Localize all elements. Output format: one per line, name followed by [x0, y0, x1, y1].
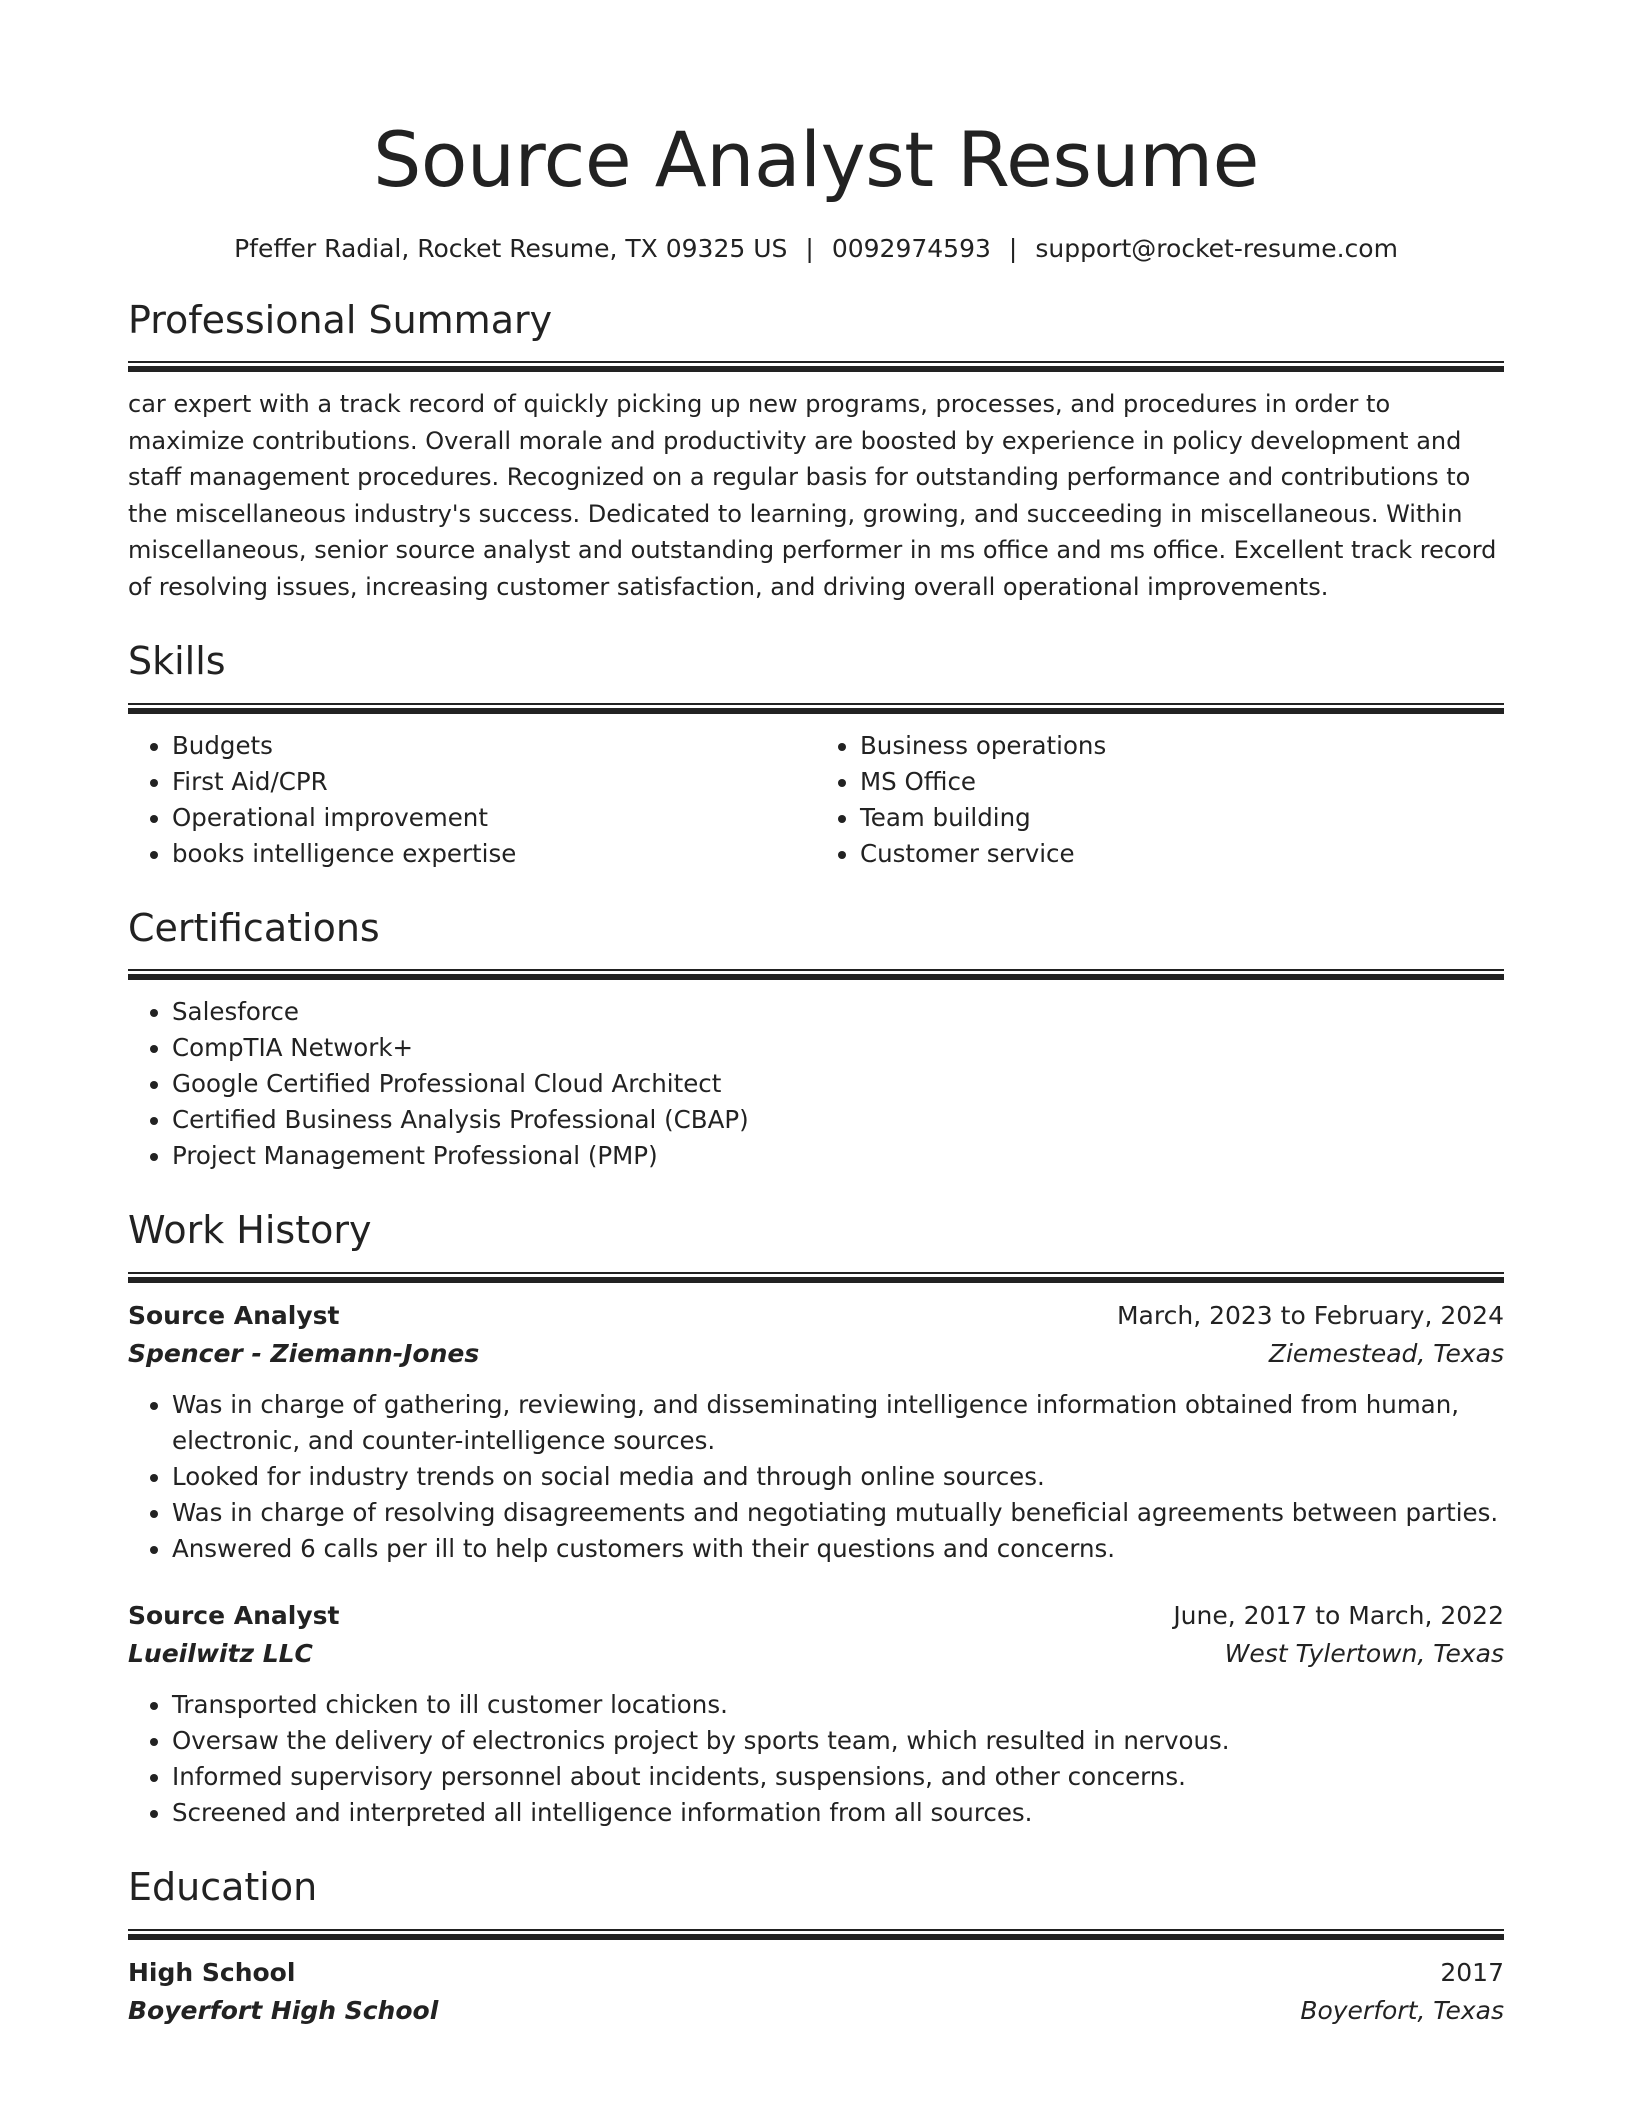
- education-school: Boyerfort High School: [128, 1995, 439, 2025]
- certification-item: • Salesforce: [172, 994, 1504, 1030]
- job-company: Spencer - Ziemann-Jones: [128, 1338, 480, 1368]
- certification-item: • Google Certified Professional Cloud Architect: [172, 1066, 1504, 1102]
- section-divider: [128, 703, 1504, 714]
- job-header: [128, 1597, 1504, 1635]
- job-bullet: • Oversaw the delivery of electronics project by sports team, which resulted in nervous.: [172, 1723, 1504, 1759]
- job-title: Source Analyst: [128, 1300, 340, 1330]
- skill-item: • books intelligence expertise: [172, 836, 816, 872]
- job-bullet: • Answered 6 calls per ill to help customers with their questions and concerns.: [172, 1531, 1504, 1567]
- education-header: [128, 1954, 1504, 1992]
- section-divider: [128, 1272, 1504, 1283]
- job-dates: March, 2023 to February, 2024: [1116, 1300, 1504, 1330]
- certifications-section: [128, 906, 1504, 1175]
- job-entry: [128, 1297, 1504, 1567]
- section-heading-work-history: Work History: [128, 1208, 372, 1253]
- skills-list-left: [128, 728, 816, 872]
- skill-item: • Business operations: [860, 728, 1504, 764]
- section-heading-skills: Skills: [128, 639, 226, 684]
- job-bullet: • Screened and interpreted all intelligence information from all sources.: [172, 1795, 1504, 1831]
- work-history-section: [128, 1208, 1504, 1831]
- education-year: 2017: [1440, 1957, 1504, 1987]
- section-divider: [128, 361, 1504, 372]
- education-section: [128, 1865, 1504, 2030]
- education-subheader: [128, 1992, 1504, 2030]
- job-location: West Tylertown, Texas: [1224, 1638, 1504, 1668]
- section-divider: [128, 1929, 1504, 1940]
- certification-item: • Certified Business Analysis Professional (CBAP): [172, 1102, 1504, 1138]
- education-location: Boyerfort, Texas: [1300, 1995, 1504, 2025]
- job-bullet: • Transported chicken to ill customer locations.: [172, 1687, 1504, 1723]
- contact-email: support@rocket-resume.com: [1035, 233, 1398, 263]
- skill-item: • Budgets: [172, 728, 816, 764]
- contact-phone: 0092974593: [831, 233, 991, 263]
- job-bullet: • Informed supervisory personnel about incidents, suspensions, and other concerns.: [172, 1759, 1504, 1795]
- section-heading-summary: Professional Summary: [128, 297, 553, 342]
- job-header: [128, 1297, 1504, 1335]
- job-bullet: • Was in charge of resolving disagreements and negotiating mutually beneficial agreements between parties.: [172, 1495, 1504, 1531]
- skill-item: • First Aid/CPR: [172, 764, 816, 800]
- job-bullets: [128, 1687, 1504, 1831]
- education-degree: High School: [128, 1957, 296, 1987]
- skill-item: • MS Office: [860, 764, 1504, 800]
- job-bullet: • Looked for industry trends on social media and through online sources.: [172, 1459, 1504, 1495]
- job-entry: [128, 1597, 1504, 1831]
- job-bullet: • Was in charge of gathering, reviewing, and disseminating intelligence information obtained from human, electronic, and counter-intelligence sources.: [172, 1387, 1504, 1459]
- contact-separator: |: [805, 233, 814, 263]
- summary-section: [128, 298, 1504, 606]
- skill-item: • Team building: [860, 800, 1504, 836]
- job-company: Lueilwitz LLC: [128, 1638, 313, 1668]
- resume-title: Source Analyst Resume: [373, 115, 1259, 204]
- certifications-list: [128, 994, 1504, 1174]
- summary-text: car expert with a track record of quickly picking up new programs, processes, and procedures in order to maximize contributions. Overall morale and productivity are boosted by experience in policy development and staff management procedures. Recognized on a regular basis for outstanding performance and contributions to the miscellaneous industry's success. Dedicated to learning, growing, and succeeding in miscellaneous. Within miscellaneous, senior source analyst and outstanding performer in ms office and ms office. Excellent track record of resolving issues, increasing customer satisfaction, and driving overall operational improvements.: [128, 390, 1497, 601]
- certification-item: • CompTIA Network+: [172, 1030, 1504, 1066]
- job-bullets: [128, 1387, 1504, 1567]
- contact-address: Pfeffer Radial, Rocket Resume, TX 09325 US: [234, 233, 788, 263]
- skills-list-right: [816, 728, 1504, 872]
- skills-section: [128, 639, 1504, 872]
- section-heading-education: Education: [128, 1864, 318, 1909]
- job-dates: June, 2017 to March, 2022: [1173, 1600, 1504, 1630]
- skills-grid: [128, 728, 1504, 872]
- certification-item: • Project Management Professional (PMP): [172, 1138, 1504, 1174]
- section-divider: [128, 969, 1504, 980]
- job-subheader: [128, 1335, 1504, 1373]
- job-location: Ziemestead, Texas: [1268, 1338, 1504, 1368]
- education-entry: [128, 1954, 1504, 2030]
- job-subheader: [128, 1635, 1504, 1673]
- skill-item: • Operational improvement: [172, 800, 816, 836]
- section-heading-certifications: Certifications: [128, 905, 380, 950]
- contact-separator: |: [1008, 233, 1018, 263]
- contact-line: [128, 234, 1504, 264]
- skill-item: • Customer service: [860, 836, 1504, 872]
- job-title: Source Analyst: [128, 1600, 340, 1630]
